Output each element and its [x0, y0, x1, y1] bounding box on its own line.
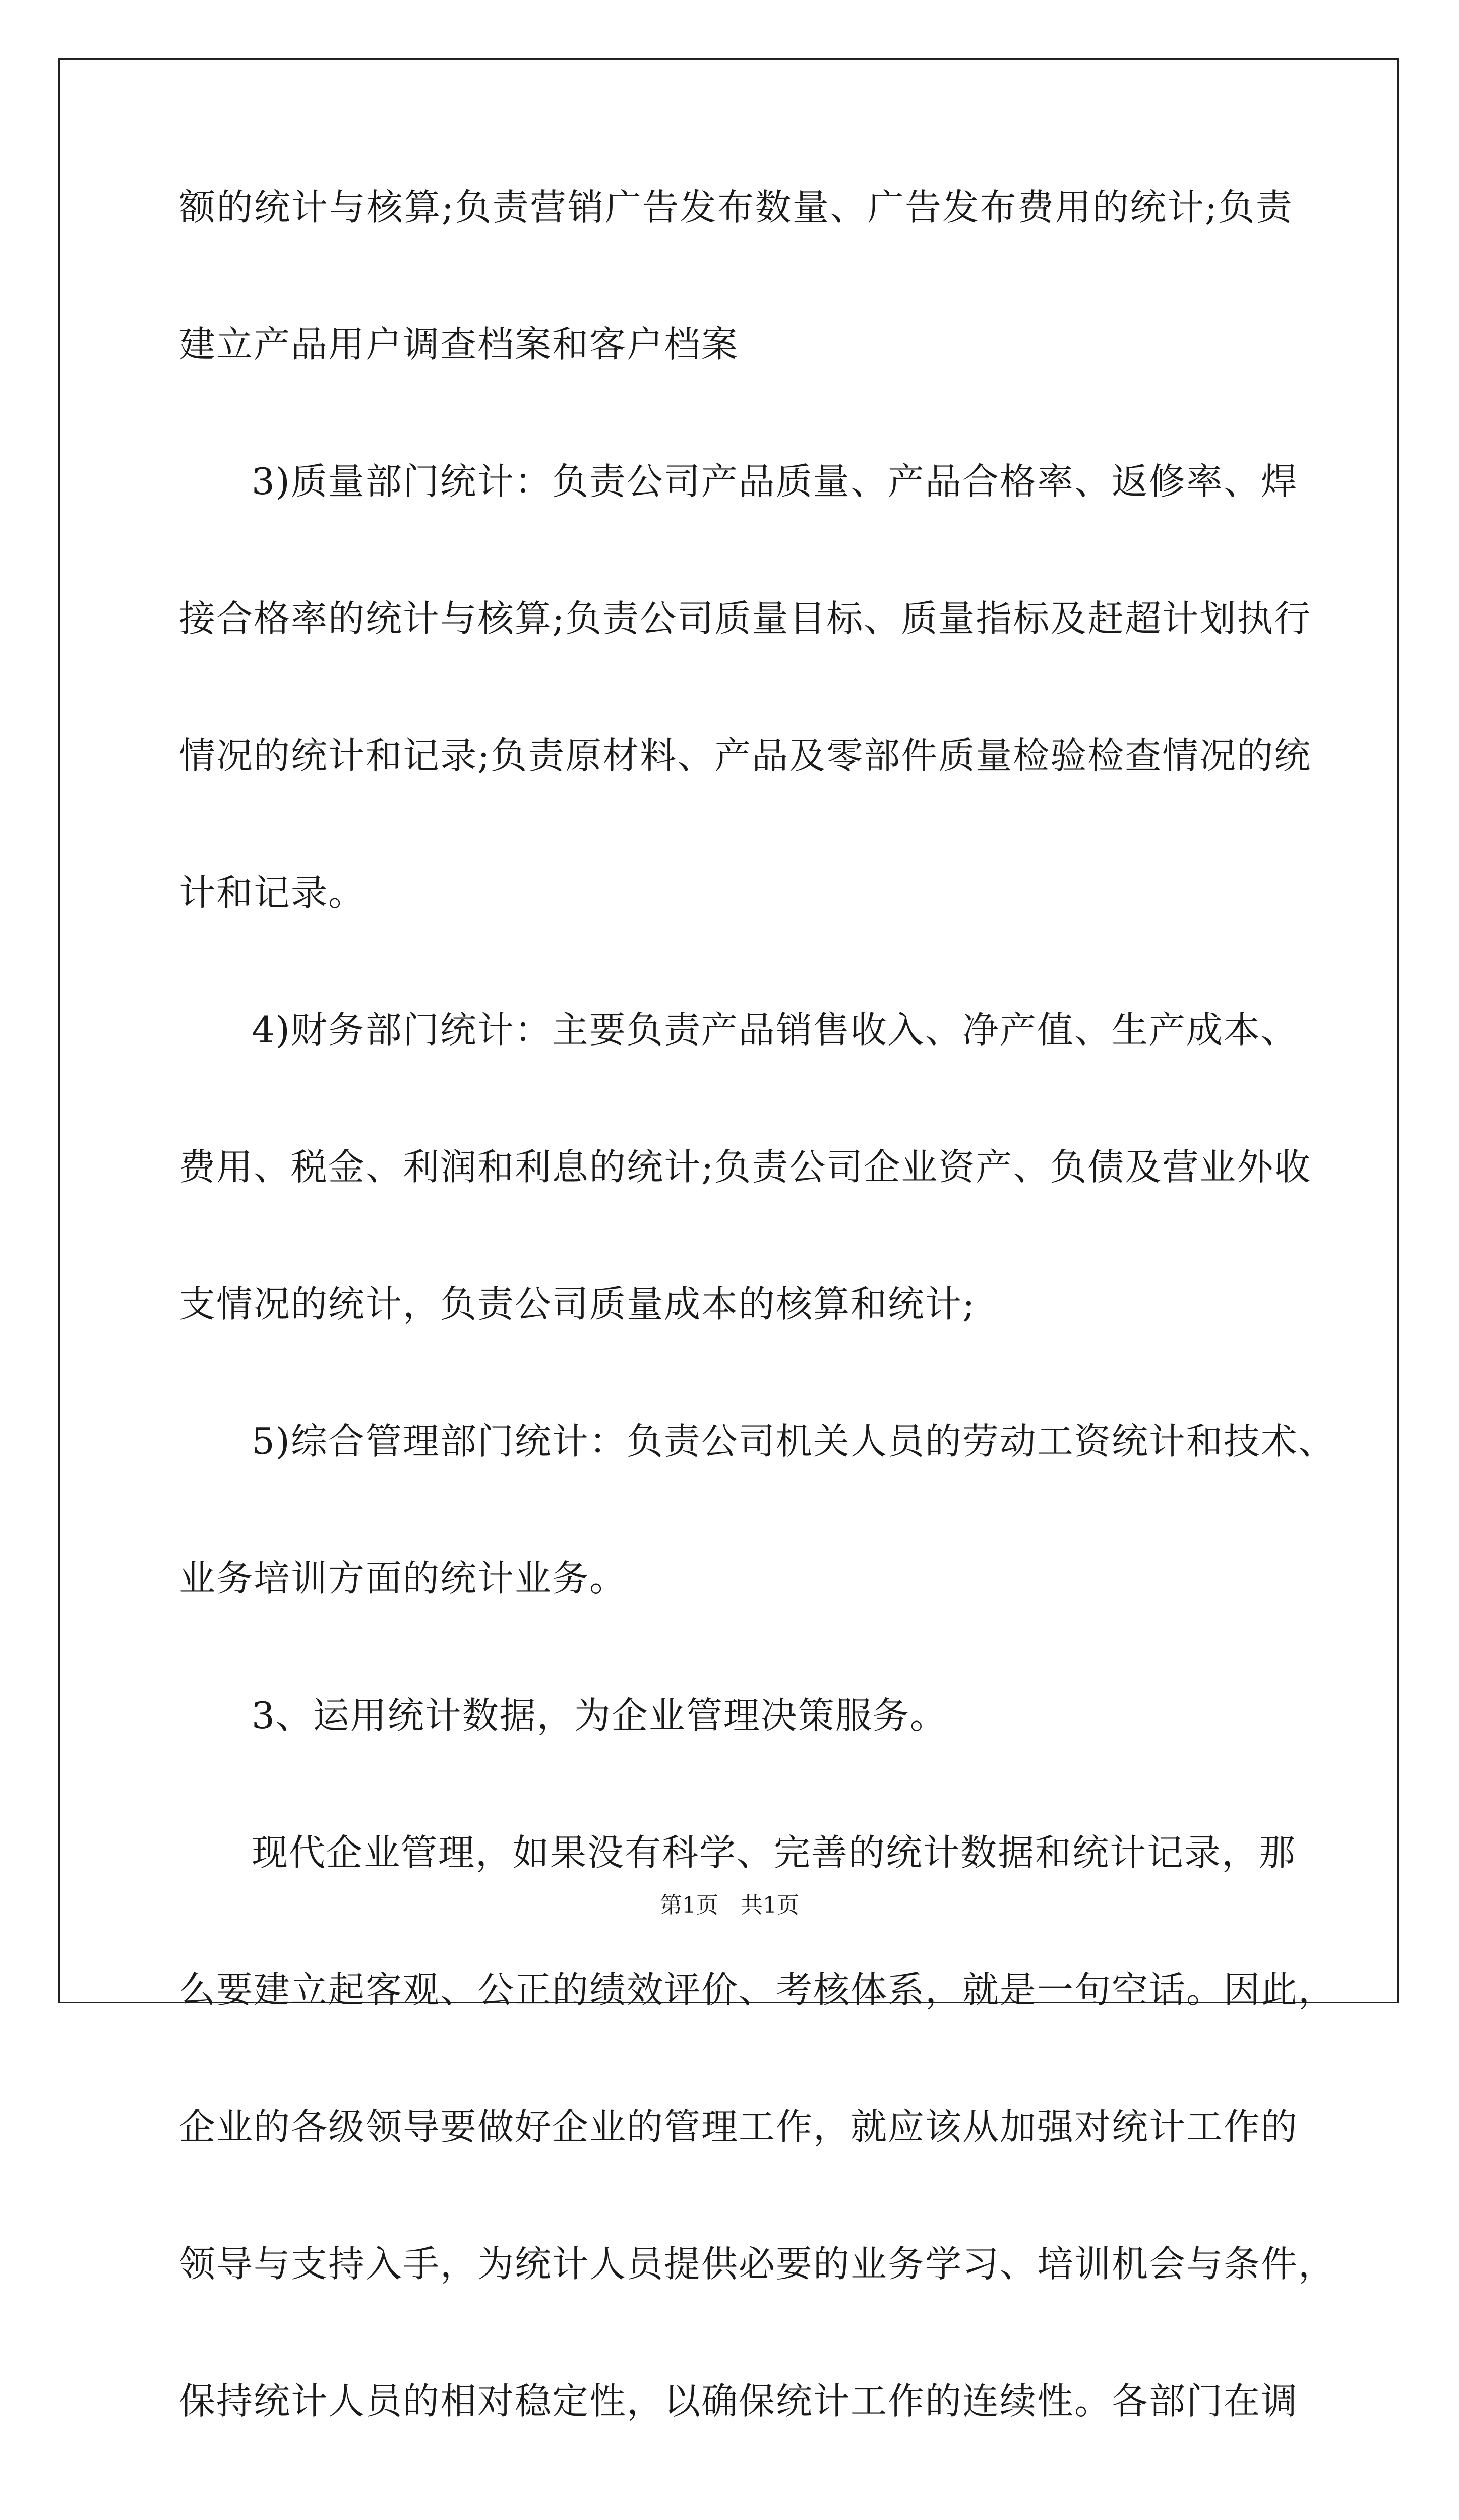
text-line: 支情况的统计，负责公司质量成本的核算和统计;: [179, 1283, 976, 1325]
text-line: 企业的各级领导要做好企业的管理工作，就应该从加强对统计工作的: [179, 2106, 1299, 2148]
text-line: 现代企业管理，如果没有科学、完善的统计数据和统计记录，那: [252, 1831, 1297, 1874]
text-line: 5)综合管理部门统计：负责公司机关人员的劳动工资统计和技术、: [252, 1420, 1335, 1462]
text-line: 费用、税金、利润和利息的统计;负责公司企业资产、负债及营业外收: [179, 1146, 1312, 1188]
text-line: 情况的统计和记录;负责原材料、产品及零部件质量检验检查情况的统: [179, 734, 1312, 777]
text-line: 保持统计人员的相对稳定性，以确保统计工作的连续性。各部门在调: [179, 2380, 1299, 2422]
text-line: 3)质量部门统计：负责公司产品质量、产品合格率、返修率、焊: [252, 460, 1298, 503]
text-line: 接合格率的统计与核算;负责公司质量目标、质量指标及赶超计划执行: [179, 597, 1312, 640]
text-line: 领导与支持入手，为统计人员提供必要的业务学习、培训机会与条件，: [179, 2243, 1336, 2285]
text-line: 业务培训方面的统计业务。: [179, 1557, 627, 1600]
section-heading: 3、运用统计数据，为企业管理决策服务。: [252, 1694, 947, 1737]
text-line: 额的统计与核算;负责营销广告发布数量、广告发布费用的统计;负责: [179, 186, 1293, 228]
text-line: 计和记录。: [179, 872, 366, 914]
text-line: 建立产品用户调查档案和客户档案: [179, 323, 739, 365]
document-body: [179, 186, 1336, 2520]
page-number: 第1页 共1页: [660, 1892, 799, 1918]
text-line: 4)财务部门统计：主要负责产品销售收入、净产值、生产成本、: [252, 1009, 1298, 1051]
text-line: 么要建立起客观、公正的绩效评价、考核体系，就是一句空话。因此，: [179, 1969, 1336, 2011]
